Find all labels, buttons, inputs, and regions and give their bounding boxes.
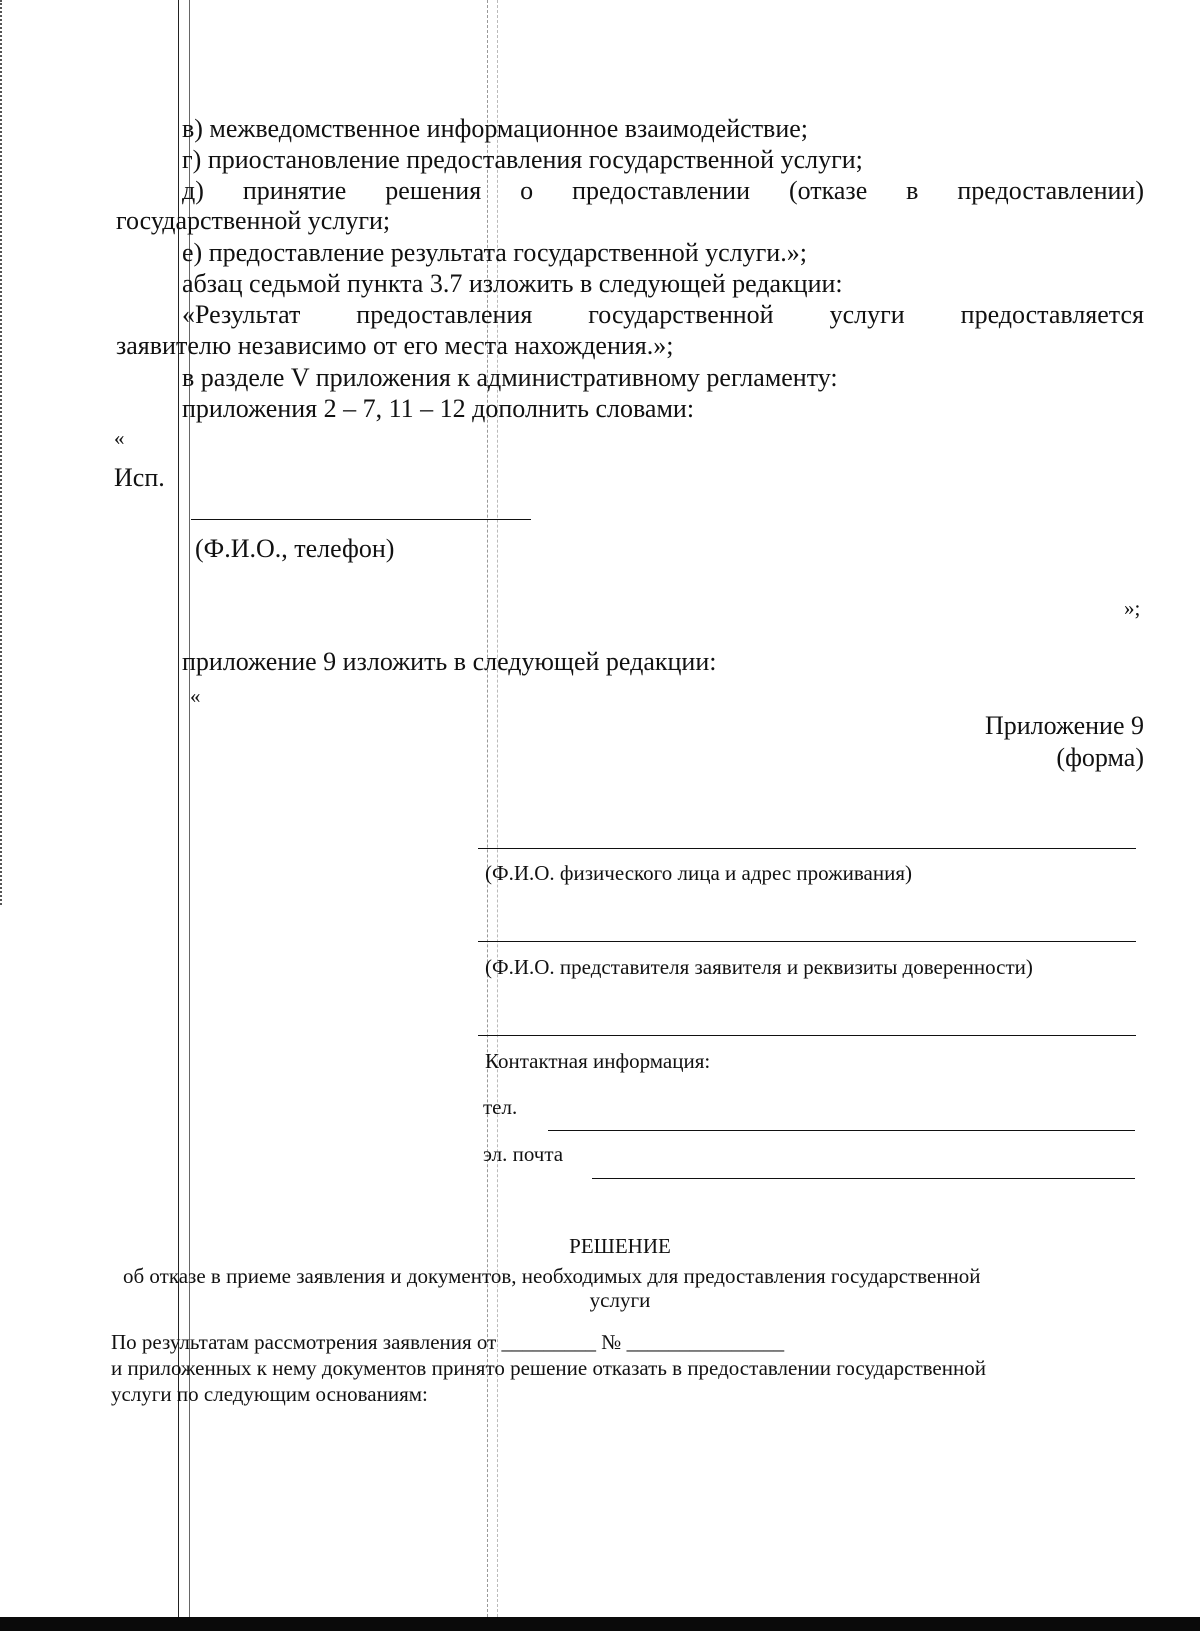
- list-item-d-line2: государственной услуги;: [116, 206, 391, 235]
- list-item-v: в) межведомственное информационное взаимодействие;: [182, 114, 809, 143]
- email-field-line: [592, 1178, 1135, 1179]
- list-item-e: е) предоставление результата государственной услуги.»;: [182, 238, 807, 267]
- decision-subtitle-line1: об отказе в приеме заявления и документов, необходимых для предоставления государственной: [123, 1264, 981, 1288]
- fio-phone-caption: (Ф.И.О., телефон): [195, 534, 395, 563]
- phone-field-line: [548, 1130, 1135, 1131]
- appendix-nine-instruction: приложение 9 изложить в следующей редакции:: [182, 647, 717, 676]
- executor-label: Исп.: [114, 463, 165, 492]
- extra-field-line: [478, 1035, 1136, 1036]
- close-quote: »;: [1124, 596, 1141, 620]
- section-v-instruction: в разделе V приложения к административному регламенту:: [182, 363, 838, 392]
- contact-label: Контактная информация:: [485, 1049, 711, 1073]
- quote-line1: «Результат предоставления государственной услуги предоставляется: [182, 300, 1144, 329]
- list-item-g: г) приостановление предоставления государственной услуги;: [182, 145, 863, 174]
- appendix-open-quote: «: [190, 684, 201, 708]
- email-label: эл. почта: [483, 1142, 564, 1166]
- decision-body-line1: По результатам рассмотрения заявления от _________ № _______________: [111, 1330, 785, 1354]
- phone-label: тел.: [483, 1095, 518, 1119]
- open-quote: «: [114, 426, 125, 450]
- appendix-heading: Приложение 9: [984, 711, 1144, 740]
- quote-line2: заявителю независимо от его места нахождения.»;: [116, 331, 674, 360]
- scan-bottom-bar: [0, 1617, 1200, 1631]
- representative-caption: (Ф.И.О. представителя заявителя и реквизиты доверенности): [485, 955, 1033, 979]
- paragraph-seven-instruction: абзац седьмой пункта 3.7 изложить в следующей редакции:: [182, 269, 843, 298]
- signature-line: [191, 519, 531, 520]
- person-caption: (Ф.И.О. физического лица и адрес проживания): [485, 861, 912, 885]
- decision-body-line3: услуги по следующим основаниям:: [111, 1382, 428, 1406]
- form-label: (форма): [1056, 743, 1144, 772]
- decision-title: РЕШЕНИЕ: [569, 1234, 671, 1258]
- scan-left-edge: [0, 0, 4, 905]
- decision-body-line2: и приложенных к нему документов принято решение отказать в предоставлении государственной: [111, 1356, 986, 1380]
- representative-field-line: [478, 941, 1136, 942]
- person-field-line: [478, 848, 1136, 849]
- decision-subtitle-line2: услуги: [589, 1288, 651, 1312]
- appendices-instruction: приложения 2 – 7, 11 – 12 дополнить словами:: [182, 394, 695, 423]
- list-item-d-line1: д) принятие решения о предоставлении (отказе в предоставлении): [182, 176, 1144, 205]
